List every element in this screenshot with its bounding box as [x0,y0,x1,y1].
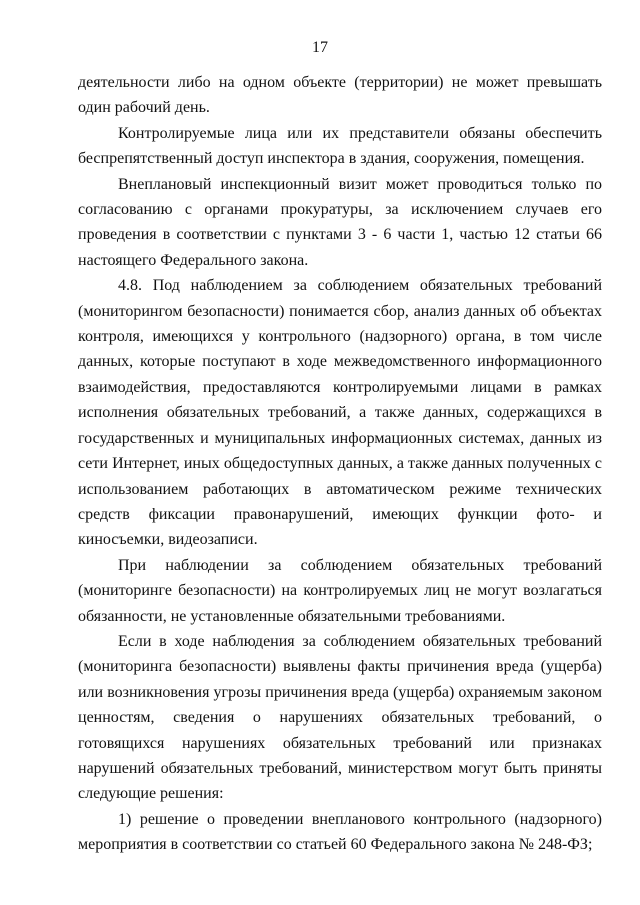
paragraph-continuation: деятельности либо на одном объекте (территории) не может превышать один рабочий день. [78,74,602,117]
paragraph-access-obligation: Контролируемые лица или их представители обязаны обеспечить беспрепятственный доступ инспектора в здания, сооружения, помещения. [78,124,602,168]
paragraph-monitoring-obligations: При наблюдении за соблюдением обязательных требований (мониторинге безопасности) на контролируемых лиц не могут возлагаться обязанности, не установленные обязательными требованиями. [78,556,602,625]
document-body [78,70,602,858]
paragraph-unscheduled-visit: Внеплановый инспекционный визит может проводиться только по согласованию с органами прокуратуры, за исключением случаев его проведения в соответствии с пунктами 3 - 6 части 1, частью 12 статьи 66 настоящего Федерального закона. [78,175,602,269]
list-item-1: 1) решение о проведении внепланового контрольного (надзорного) мероприятия в соответствии со статьей 60 Федерального закона № 248-ФЗ; [78,810,602,854]
paragraph-4-8-monitoring: 4.8. Под наблюдением за соблюдением обязательных требований (мониторингом безопасности) понимается сбор, анализ данных об объектах контроля, имеющихся у контрольного (надзорного) органа, в том числе данных, которые поступают в ходе межведомственного информационного взаимодействия, предоставляются контролируемыми лицами в рамках исполнения обязательных требований, а также данных, содержащихся в государственных и муниципальных информационных системах, данных из сети Интернет, иных общедоступных данных, а также данных полученных с использованием работающих в автоматическом режиме технических средств фиксации правонарушений, имеющих функции фото- и киносъемки, видеозаписи. [78,277,602,549]
page-number: 17 [312,39,328,56]
paragraph-monitoring-decisions: Если в ходе наблюдения за соблюдением обязательных требований (мониторинга безопасности) выявлены факты причинения вреда (ущерба) или возникновения угрозы причинения вреда (ущерба) охраняемым законом ценностям, сведения о нарушениях обязательных требований, о готовящихся нарушениях обязательных требований или признаках нарушений обязательных требований, министерством могут быть приняты следующие решения: [78,632,602,803]
